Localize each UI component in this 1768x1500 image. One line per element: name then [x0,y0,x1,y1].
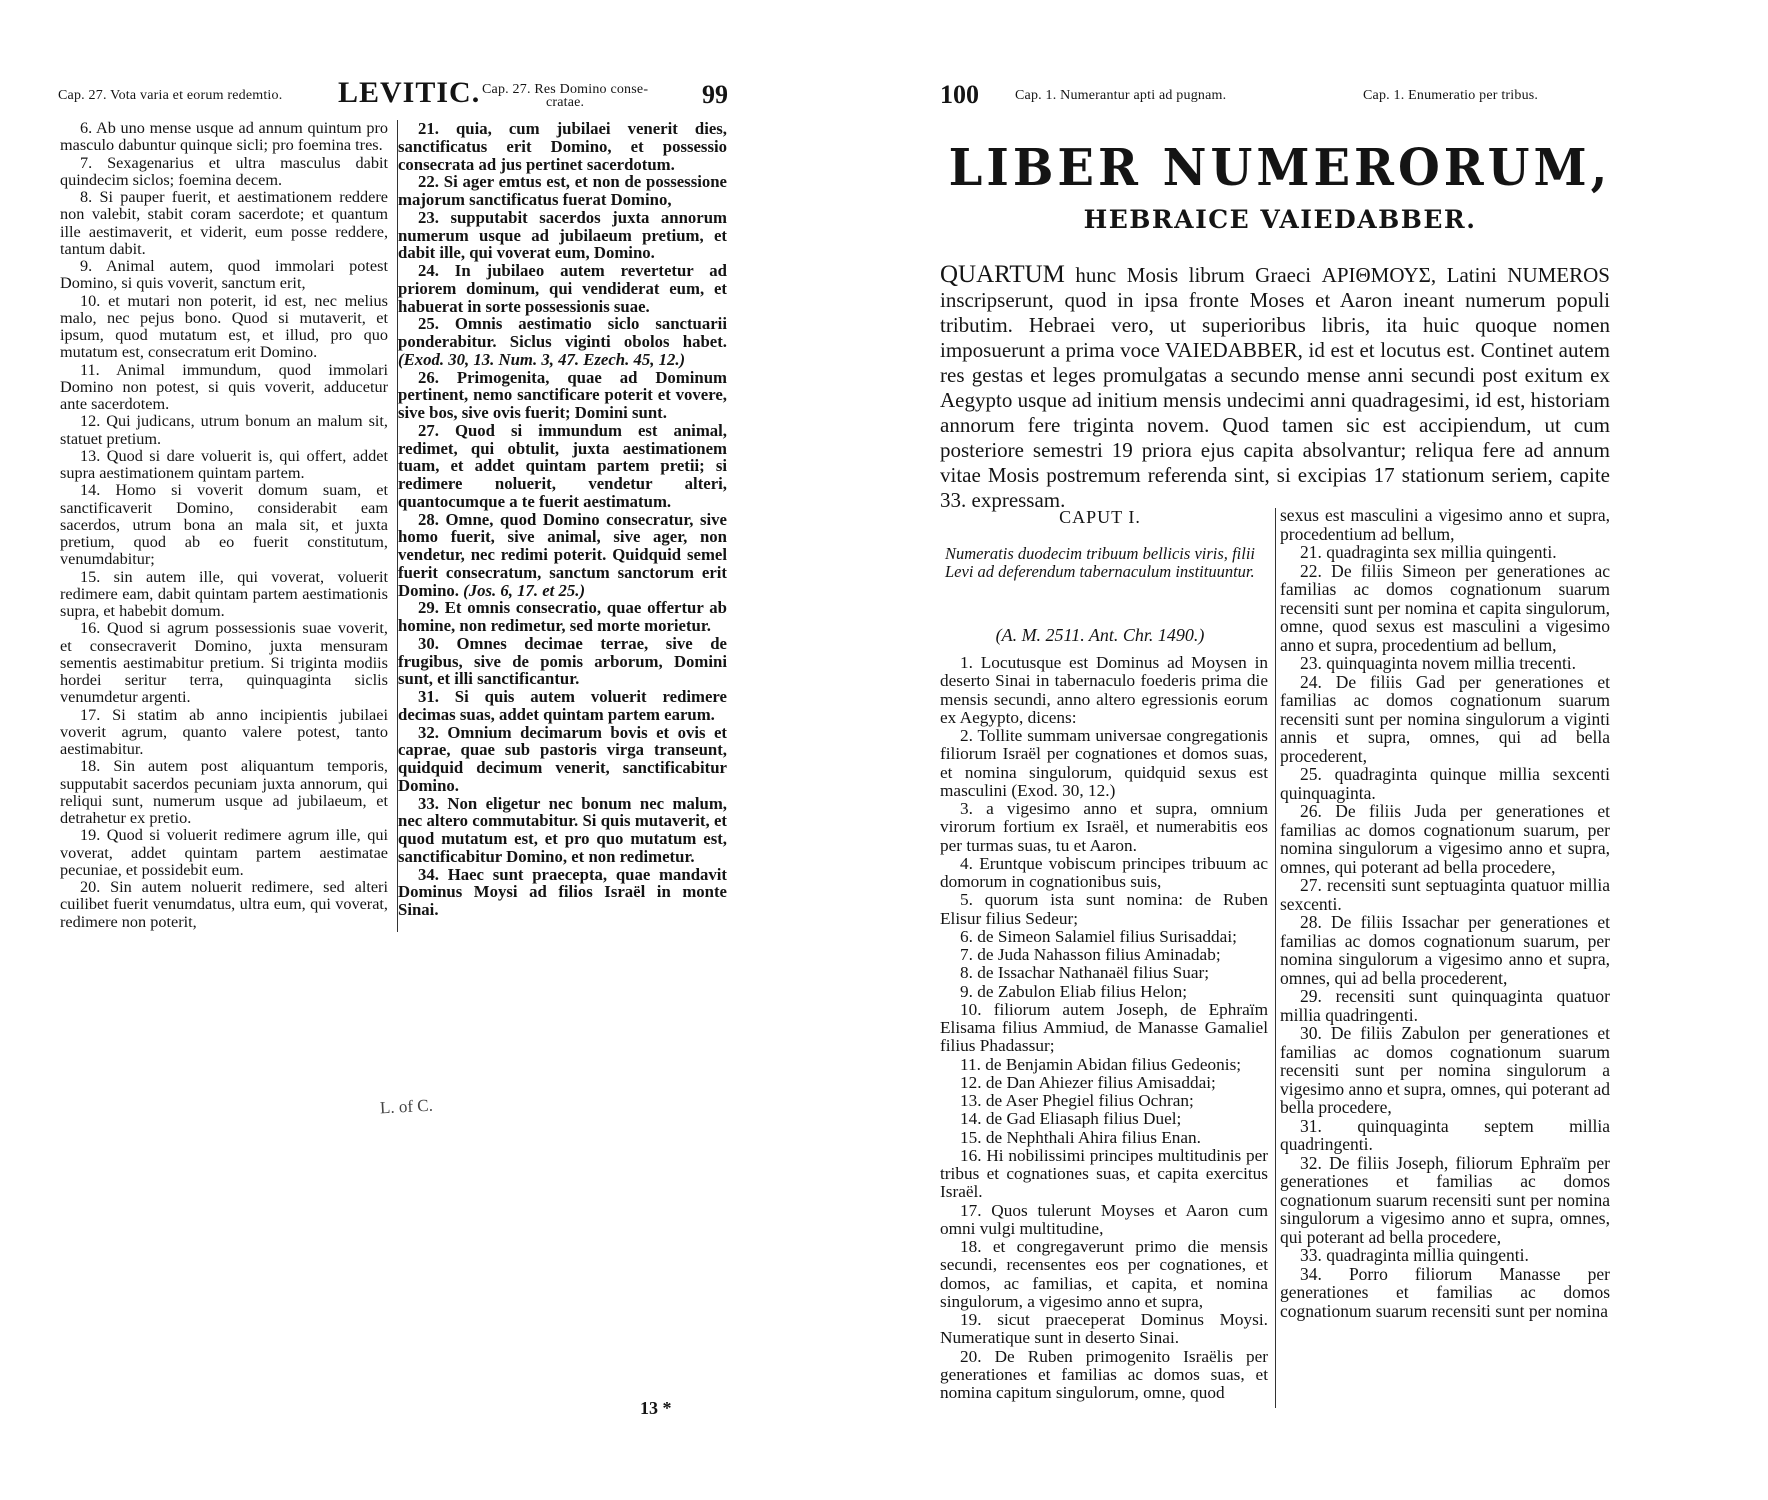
running-head-right-note [482,83,648,109]
verse: 13. Quod si dare voluerit is, qui offert, addet supra aestimationem quintam partem. [60,446,388,482]
verse: 25. quadraginta quinque millia sexcenti quinquaginta. [1280,764,1610,803]
verse: 16. Hi nobilissimi principes multitudinis per tribus et cognationes suas, et capita exercitus Israël. [940,1145,1268,1202]
verse: 15. sin autem ille, qui voverat, voluerit redimere eam, dabit quintam partem aestimationis supra, et habebit domum. [60,567,388,620]
chapter-summary: Numeratis duodecim tribuum bellicis viris, filii Levi ad deferendum tabernaculum instituuntur. [945,544,1255,581]
verse: 29. recensiti sunt quinquaginta quatuor millia quadringenti. [1280,986,1610,1025]
verse-continuation: sexus est masculini a vigesimo anno et supra, procedentium ad bellum, [1280,505,1610,544]
verse: 29. Et omnis consecratio, quae offertur ab homine, non redimetur, sed morte morietur. [398,598,727,635]
verse: 11. de Benjamin Abidan filius Gedeonis; [960,1054,1242,1074]
verse: 12. Qui judicans, utrum bonum an malum sit, statuet pretium. [60,412,388,448]
verse: 4. Eruntque vobiscum principes tribuum ac domorum in cognationibus suis, [940,853,1268,891]
verse: 19. sicut praeceperat Dominus Moysi. Numeratique sunt in deserto Sinai. [940,1310,1268,1348]
verse: 32. Omnium decimarum bovis et ovis et caprae, quae sub pastoris virga transeunt, quidquid decimum venerit, sanctificabitur Domino. [398,722,727,795]
verse: 3. a vigesimo anno et supra, omnium virorum fortium ex Israël, et numerabitis eos per turmas suas, tu et Aaron. [940,799,1268,855]
page-number: 100 [940,80,979,109]
verse: 5. quorum ista sunt nomina: de Ruben Elisur filius Sedeur; [940,890,1268,928]
verse-text: 28. Omne, quod Domino consecratur, sive homo fuerit, sive animal, sive ager, non vendetur, nec redimi poterit. Quidquid semel fuerit consecratum, sanctum sanctorum erit Domino. [398,509,727,600]
verse: 26. Primogenita, quae ad Dominum pertinent, nemo sanctificare poterit et vovere, sive bos, sive ovis fuerit; Domini sunt. [398,367,727,422]
sheet-signature: 13 * [640,1398,672,1418]
verse: 2. Tollite summam universae congregationis filiorum Israël per cognationes et domos suas, et nomina singulorum, quidquid sexus est masculini (Exod. 30, 12.) [940,726,1268,800]
verse: 9. Animal autem, quod immolari potest Domino, si quis voverit, sanctum erit, [60,257,388,293]
right-page-column-1 [940,654,1268,1402]
introduction [940,262,1610,513]
running-head-right-note-line2: cratae. [545,95,585,110]
column-rule [1275,508,1276,1408]
verse-text: 25. Omnis aestimatio siclo sanctuarii ponderabitur. Siclus viginti obolos habet. [398,314,727,351]
verse: 27. recensiti sunt septuaginta quatuor millia sexcenti. [1280,875,1610,914]
verse: 33. quadraginta millia quingenti. [1300,1245,1529,1265]
running-head-left-note: Cap. 1. Numerantur apti ad pugnam. [1015,88,1227,103]
verse: 10. filiorum autem Joseph, de Ephraïm Elisama filius Ammiud, de Manasse Gamaliel filius Phadassur; [940,999,1268,1056]
verse: 19. Quod si voluerit redimere agrum ille, qui voverat, addet quintam partem aestimatae pecuniae, et possidebit eum. [60,826,388,879]
verse: 8. de Issachar Nathanaël filius Suar; [960,963,1210,983]
verse: 20. Sin autem noluerit redimere, sed alteri cuilibet fuerit venumdatus, ultra eum, qui voverat, redimere non poterit, [60,878,388,931]
verse [398,315,727,368]
cross-reference: (Jos. 6, 17. et 25.) [463,580,586,600]
page-number: 99 [702,80,728,109]
intro-first-word: QUARTUM [940,261,1065,288]
verse: 24. In jubilaeo autem revertetur ad priorem dominum, qui vendiderat eum, et habuerat in sorte possessionis suae. [398,261,727,316]
verse: 10. et mutari non poterit, id est, nec melius malo, nec pejus bono. Quod si mutaverit, et ipsum, quod mutatum est, et illud, pro quo mutatum est, consecratum erit Domino. [60,291,388,362]
running-head-left-note: Cap. 27. Vota varia et eorum redemtio. [58,88,283,103]
verse [398,511,727,600]
verse: 31. Si quis autem voluerit redimere decimas suas, addet quintam partem earum. [398,687,727,724]
left-page-column-2 [398,120,727,919]
running-head-book: LEVITIC. [338,76,481,109]
verse: 22. Si ager emtus est, et non de possessione majorum sanctificatus fuerat Domino, [398,172,727,209]
verse: 6. Ab uno mense usque ad annum quintum pro masculo dabuntur quinque sicli; pro foemina tres. [60,119,388,155]
verse: 7. de Juda Nahasson filius Aminadab; [960,945,1221,964]
verse: 14. de Gad Eliasaph filius Duel; [960,1109,1182,1129]
verse: 22. De filiis Simeon per generationes ac familias ac domos cognationum suarum recensiti sunt per nomina et capita singulorum, omne, quod sexus est masculini a vigesimo anno et supra, procedentium ad bellum, [1280,560,1610,655]
verse: 17. Si statim ab anno incipientis jubilaei voverit agrum, quanto valere potest, tanto aestimabitur. [60,705,388,758]
verse: 27. Quod si immundum est animal, redimet, qui obtulit, juxta aestimationem tuam, et addet quintam partem pretii; si redimere noluerit, vendetur alteri, quantocumque a te fuerit aestimatum. [398,420,727,511]
verse: 32. De filiis Joseph, filiorum Ephraïm per generationes et familias ac domos cognationum suarum recensiti sunt per nomina singulorum a vigesimo anno et supra, omnes, qui poterant ad bella procedere, [1280,1152,1610,1247]
verse: 16. Quod si agrum possessionis suae voverit, et consecraverit Domino, juxta mensuram sementis aestimabitur pretium. Si triginta modiis hordei seritur terra, quinquaginta siclis venumdetur argenti. [60,619,388,707]
verse: 26. De filiis Juda per generationes et familias ac domos cognationum suarum, per nomina singulorum a vigesimo anno et supra, omnes, qui poterant ad bella procedere, [1280,801,1610,877]
verse: 18. Sin autem post aliquantum temporis, supputabit sacerdos pecuniam juxta annorum, qui reliqui sunt, numerum usque ad jubilaeum, et detrahetur ex pretio. [60,757,388,827]
verse: 6. de Simeon Salamiel filius Surisaddai; [960,926,1237,946]
verse: 17. Quos tulerunt Moyses et Aaron cum omni vulgi multitudine, [940,1200,1268,1238]
verse: 33. Non eligetur nec bonum nec malum, nec altero commutabitur. Si quis mutaverit, et quod mutatum est, et pro quo mutatum est, sanctificabitur Domino, et non redimetur. [398,793,727,866]
verse: 30. Omnes decimae terrae, sive de frugibus, sive de pomis arborum, Domini sunt, et illi sanctificantur. [398,633,727,689]
verse: 30. De filiis Zabulon per generationes et familias ac domos cognationum suarum recensiti sunt per nomina singulorum a vigesimo anno et supra, omnes, qui poterant ad bella procedere, [1280,1023,1610,1117]
verse: 11. Animal immundum, quod immolari Domino non potest, si quis voverit, adducetur ante sacerdotem. [60,360,388,413]
verse: 23. quinquaginta novem millia trecenti. [1300,653,1577,673]
book-title: LIBER NUMERORUM, [948,138,1612,198]
verse: 20. De Ruben primogenito Israëlis per generationes et familias ac domos suas, et nomina capitum singulorum, omne, quod [940,1346,1268,1402]
verse: 12. de Dan Ahiezer filius Amisaddai; [960,1072,1216,1092]
verse: 24. De filiis Gad per generationes et familias ac domos cognationum suarum recensiti sunt per nomina singulorum a viginti annis et supra, omnes, qui ad bella procederent, [1280,671,1610,766]
intro-text: hunc Mosis librum Graeci ΑΡΙΘΜΟΥΣ, Latini NUMEROS inscripserunt, quod in ipsa fronte Moses et Aaron ineant numerum populi tributim. Hebraei vero, ut superioribus libris, ita huic quoque nomen imposuerunt a prima voce VAIEDABBER, id est et locutus est. Continet autem res gestas et leges promulgatas a secundo mense anni secundi post exitum ex Aegypto usque ad initium mensis undecimi anni quadragesimi, id est, historiam annorum fere triginta novem. Quod tamen sic est accipiendum, ut cum posteriore semestri 19 priora ejus capita absolvantur; reliqua fere ad annum vitae Mosis postremum referenda sint, si excipias 17 stationum seriem, capite 33. expressam. [940,263,1610,512]
chapter-heading: CAPUT I. [1059,507,1141,527]
verse: 7. Sexagenarius et ultra masculus dabit quindecim siclos; foemina decem. [60,153,388,189]
chapter-date: (A. M. 2511. Ant. Chr. 1490.) [995,625,1205,645]
verse: 28. De filiis Issachar per generationes et familias ac domos cognationum suarum, per nomina singulorum a vigesimo anno et supra, omnes, qui ad bella procederent, [1280,912,1610,988]
right-page [880,0,1768,1500]
verse: 8. Si pauper fuerit, et aestimationem reddere non valebit, stabit coram sacerdote; et quantum ille aestimaverit, et viderit, eum posse reddere, tantum dabit. [60,188,388,258]
verse: 18. et congregaverunt primo die mensis secundi, recensentes eos per cognationes, et domos, ac familias, et capita, et nomina singulorum, a vigesimo anno et supra, [940,1237,1268,1311]
book-subtitle: HEBRAICE VAIEDABBER. [1083,205,1477,234]
left-page [0,0,880,1500]
verse: 31. quinquaginta septem millia quadringenti. [1280,1115,1610,1154]
verse: 34. Haec sunt praecepta, quae mandavit Dominus Moysi ad filios Israël in monte Sinai. [398,864,727,919]
verse: 21. quia, cum jubilaei venerit dies, sanctificatus erit Domino, et possessio consecrata ad jus pertinet sacerdotum. [398,119,727,174]
verse: 9. de Zabulon Eliab filius Helon; [960,981,1188,1001]
cross-reference: (Exod. 30, 13. Num. 3, 47. Ezech. 45, 12.) [398,349,686,369]
verse: 21. quadraginta sex millia quingenti. [1300,542,1557,562]
running-head-right-note-line1: Cap. 27. Res Domino conse- [482,82,649,97]
handwritten-library-mark: L. of C. [379,1095,434,1118]
verse: 13. de Aser Phegiel filius Ochran; [960,1091,1194,1110]
verse: 1. Locutusque est Dominus ad Moysen in deserto Sinai in tabernaculo foederis prima die mensis secundi, anno altero egressionis eorum ex Aegypto, dicens: [940,653,1268,727]
left-page-column-1 [60,120,388,931]
verse: 14. Homo si voverit domum suam, et sanctificaverit Domino, considerabit eam sacerdos, utrum bona an mala sit, et juxta pretium, quod ab eo fuerit constitutum, venumdabitur; [60,481,388,569]
running-head-right-note: Cap. 1. Enumeratio per tribus. [1363,88,1539,103]
verse: 34. Porro filiorum Manasse per generationes et familias ac domos cognationum suarum recensiti sunt per nomina [1280,1263,1610,1321]
right-page-column-2 [1280,506,1610,1320]
verse: 15. de Nephthali Ahira filius Enan. [960,1127,1201,1147]
verse: 23. supputabit sacerdos juxta annorum numerum usque ad jubilaeum pretium, et dabit ille, qui voverat eum, Domino. [398,207,727,263]
